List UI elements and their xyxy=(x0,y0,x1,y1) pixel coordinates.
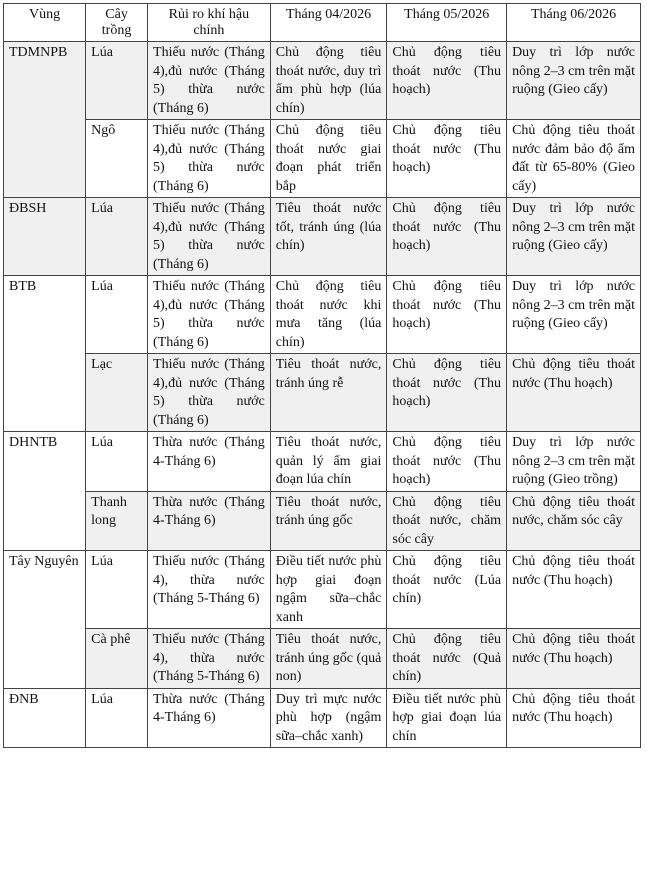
june-cell: Duy trì lớp nước nông 2–3 cm trên mặt ruộng (Gieo cấy) xyxy=(507,198,641,276)
crop-cell: Ngô xyxy=(86,120,148,198)
may-cell: Chủ động tiêu thoát nước (Thu hoạch) xyxy=(387,276,507,354)
april-cell: Chủ động tiêu thoát nước, duy trì ẩm phù hợp (lúa chín) xyxy=(270,42,387,120)
risk-cell: Thiếu nước (Tháng 4), thừa nước (Tháng 5-Tháng 6) xyxy=(148,629,271,689)
region-cell: DHNTB xyxy=(4,432,86,551)
risk-cell: Thiếu nước (Tháng 4),đủ nước (Tháng 5) thừa nước (Tháng 6) xyxy=(148,354,271,432)
region-cell: Tây Nguyên xyxy=(4,551,86,689)
table-row xyxy=(4,491,641,551)
june-cell: Chủ động tiêu thoát nước (Thu hoạch) xyxy=(507,629,641,689)
june-cell: Duy trì lớp nước nông 2–3 cm trên mặt ruộng (Gieo cấy) xyxy=(507,42,641,120)
april-cell: Duy trì mực nước phù hợp (ngậm sữa–chắc xanh) xyxy=(270,688,387,748)
may-cell: Điều tiết nước phù hợp giai đoạn lúa chín xyxy=(387,688,507,748)
header-crop: Cây trồng xyxy=(86,4,148,42)
crop-cell: Lạc xyxy=(86,354,148,432)
june-cell: Chủ động tiêu thoát nước đảm bảo độ ẩm đất từ 65-80% (Gieo cấy) xyxy=(507,120,641,198)
crop-cell: Cà phê xyxy=(86,629,148,689)
risk-cell: Thừa nước (Tháng 4-Tháng 6) xyxy=(148,432,271,492)
june-cell: Chủ động tiêu thoát nước (Thu hoạch) xyxy=(507,551,641,629)
june-cell: Chủ động tiêu thoát nước (Thu hoạch) xyxy=(507,688,641,748)
region-cell: TDMNPB xyxy=(4,42,86,198)
crop-cell: Lúa xyxy=(86,688,148,748)
crop-cell: Lúa xyxy=(86,276,148,354)
crop-cell: Lúa xyxy=(86,432,148,492)
table-row xyxy=(4,120,641,198)
table-row xyxy=(4,629,641,689)
header-risk: Rủi ro khí hậu chính xyxy=(148,4,271,42)
may-cell: Chủ động tiêu thoát nước (Thu hoạch) xyxy=(387,42,507,120)
table-row xyxy=(4,276,641,354)
june-cell: Duy trì lớp nước nông 2–3 cm trên mặt ruộng (Gieo trồng) xyxy=(507,432,641,492)
table-row xyxy=(4,354,641,432)
risk-cell: Thiếu nước (Tháng 4),đủ nước (Tháng 5) thừa nước (Tháng 6) xyxy=(148,198,271,276)
crop-cell: Thanh long xyxy=(86,491,148,551)
may-cell: Chủ động tiêu thoát nước (Thu hoạch) xyxy=(387,432,507,492)
table-row xyxy=(4,551,641,629)
region-cell: BTB xyxy=(4,276,86,432)
april-cell: Tiêu thoát nước tốt, tránh úng (lúa chín) xyxy=(270,198,387,276)
april-cell: Điều tiết nước phù hợp giai đoạn ngậm sữa–chắc xanh xyxy=(270,551,387,629)
water-management-table xyxy=(3,3,641,748)
risk-cell: Thừa nước (Tháng 4-Tháng 6) xyxy=(148,491,271,551)
header-june: Tháng 06/2026 xyxy=(507,4,641,42)
june-cell: Chủ động tiêu thoát nước (Thu hoạch) xyxy=(507,354,641,432)
april-cell: Tiêu thoát nước, tránh úng gốc xyxy=(270,491,387,551)
crop-cell: Lúa xyxy=(86,551,148,629)
risk-cell: Thiếu nước (Tháng 4),đủ nước (Tháng 5) thừa nước (Tháng 6) xyxy=(148,276,271,354)
table-row xyxy=(4,688,641,748)
april-cell: Tiêu thoát nước, tránh úng gốc (quả non) xyxy=(270,629,387,689)
crop-cell: Lúa xyxy=(86,42,148,120)
header-region: Vùng xyxy=(4,4,86,42)
region-cell: ĐBSH xyxy=(4,198,86,276)
may-cell: Chủ động tiêu thoát nước (Thu hoạch) xyxy=(387,354,507,432)
june-cell: Duy trì lớp nước nông 2–3 cm trên mặt ruộng (Gieo cấy) xyxy=(507,276,641,354)
table-row xyxy=(4,432,641,492)
april-cell: Chủ động tiêu thoát nước khi mưa tăng (lúa chín) xyxy=(270,276,387,354)
region-cell: ĐNB xyxy=(4,688,86,748)
may-cell: Chủ động tiêu thoát nước (Lúa chín) xyxy=(387,551,507,629)
risk-cell: Thừa nước (Tháng 4-Tháng 6) xyxy=(148,688,271,748)
table-row xyxy=(4,42,641,120)
risk-cell: Thiếu nước (Tháng 4), thừa nước (Tháng 5-Tháng 6) xyxy=(148,551,271,629)
june-cell: Chủ động tiêu thoát nước, chăm sóc cây xyxy=(507,491,641,551)
may-cell: Chủ động tiêu thoát nước (Thu hoạch) xyxy=(387,120,507,198)
may-cell: Chủ động tiêu thoát nước (Thu hoạch) xyxy=(387,198,507,276)
may-cell: Chủ động tiêu thoát nước (Quả chín) xyxy=(387,629,507,689)
header-row xyxy=(4,4,641,42)
header-may: Tháng 05/2026 xyxy=(387,4,507,42)
april-cell: Tiêu thoát nước, tránh úng rễ xyxy=(270,354,387,432)
april-cell: Tiêu thoát nước, quản lý ẩm giai đoạn lúa chín xyxy=(270,432,387,492)
table-row xyxy=(4,198,641,276)
risk-cell: Thiếu nước (Tháng 4),đủ nước (Tháng 5) thừa nước (Tháng 6) xyxy=(148,42,271,120)
header-april: Tháng 04/2026 xyxy=(270,4,387,42)
risk-cell: Thiếu nước (Tháng 4),đủ nước (Tháng 5) thừa nước (Tháng 6) xyxy=(148,120,271,198)
crop-cell: Lúa xyxy=(86,198,148,276)
april-cell: Chủ động tiêu thoát nước giai đoạn phát triển bắp xyxy=(270,120,387,198)
may-cell: Chủ động tiêu thoát nước, chăm sóc cây xyxy=(387,491,507,551)
